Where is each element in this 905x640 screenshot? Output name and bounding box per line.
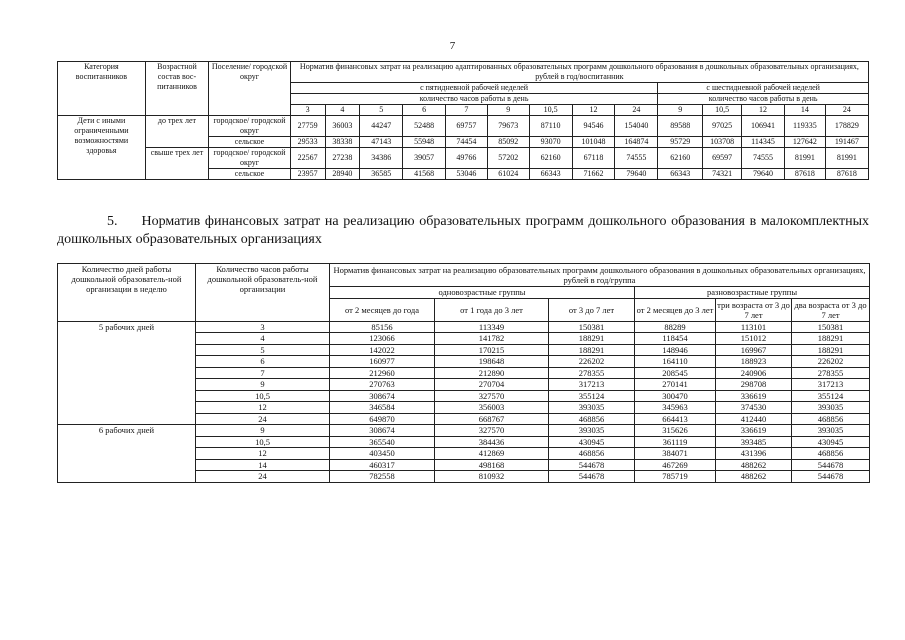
header-norm-title: Норматив финансовых затрат на реализацию образовательных программ дошкольного образования в дошкольных образовательных организациях, рублей в год/группа [330, 264, 870, 287]
value-cell: 34386 [360, 148, 403, 169]
value-cell: 188291 [792, 333, 870, 345]
hours-cell: 9 [196, 379, 330, 391]
value-cell: 431396 [716, 448, 792, 460]
header-category: Категория воспитанников [58, 62, 146, 116]
value-cell: 55948 [403, 137, 446, 148]
value-cell: 71662 [572, 169, 615, 180]
value-cell: 103708 [703, 137, 742, 148]
value-cell: 113349 [435, 321, 549, 333]
value-cell: 62160 [658, 148, 703, 169]
header-hour-5: 9 [487, 105, 529, 116]
value-cell: 127642 [784, 137, 825, 148]
value-cell: 87618 [825, 169, 868, 180]
section-title: Норматив финансовых затрат на реализацию образовательных программ дошкольного образования в малокомплектных дошкольных образовательных организациях [57, 214, 869, 247]
value-cell: 67118 [572, 148, 615, 169]
value-cell: 94546 [572, 116, 615, 137]
value-cell: 87618 [784, 169, 825, 180]
value-cell: 498168 [435, 459, 549, 471]
value-cell: 114345 [742, 137, 785, 148]
value-cell: 374530 [716, 402, 792, 414]
value-cell: 460317 [330, 459, 435, 471]
settlement-type: городское/ городской округ [209, 148, 291, 169]
header-col-1: от 1 года до 3 лет [435, 298, 549, 321]
value-cell: 544678 [792, 471, 870, 483]
value-cell: 361119 [635, 436, 716, 448]
table-row [58, 321, 870, 333]
value-cell: 87110 [529, 116, 572, 137]
value-cell: 355124 [792, 390, 870, 402]
hours-cell: 3 [196, 321, 330, 333]
header-hour-0: 3 [290, 105, 325, 116]
value-cell: 170215 [435, 344, 549, 356]
value-cell: 101048 [572, 137, 615, 148]
value-cell: 69597 [703, 148, 742, 169]
value-cell: 412440 [716, 413, 792, 425]
value-cell: 79673 [487, 116, 529, 137]
header-hour-4: 7 [446, 105, 488, 116]
value-cell: 393485 [716, 436, 792, 448]
value-cell: 412869 [435, 448, 549, 460]
value-cell: 74321 [703, 169, 742, 180]
hours-cell: 7 [196, 367, 330, 379]
value-cell: 468856 [549, 448, 635, 460]
value-cell: 356003 [435, 402, 549, 414]
value-cell: 346584 [330, 402, 435, 414]
value-cell: 164874 [615, 137, 658, 148]
value-cell: 188291 [549, 333, 635, 345]
value-cell: 141782 [435, 333, 549, 345]
value-cell: 212890 [435, 367, 549, 379]
table-row [58, 425, 870, 437]
value-cell: 79640 [742, 169, 785, 180]
value-cell: 118454 [635, 333, 716, 345]
header-col-0: от 2 месяцев до года [330, 298, 435, 321]
value-cell: 148946 [635, 344, 716, 356]
page-number: 7 [449, 40, 456, 52]
hours-cell: 24 [196, 413, 330, 425]
value-cell: 53046 [446, 169, 488, 180]
table-row [58, 116, 869, 137]
header-hours: количество часов работы в день [658, 94, 869, 105]
value-cell: 188291 [549, 344, 635, 356]
value-cell: 52488 [403, 116, 446, 137]
hours-cell: 12 [196, 448, 330, 460]
age-group: до трех лет [145, 116, 208, 148]
value-cell: 384071 [635, 448, 716, 460]
hours-cell: 12 [196, 402, 330, 414]
value-cell: 62160 [529, 148, 572, 169]
value-cell: 66343 [529, 169, 572, 180]
header-five-day: с пятидневной рабочей неделей [290, 83, 658, 94]
value-cell: 308674 [330, 390, 435, 402]
settlement-type: сельское [209, 137, 291, 148]
hours-cell: 24 [196, 471, 330, 483]
header-hour-6: 10,5 [529, 105, 572, 116]
value-cell: 355124 [549, 390, 635, 402]
value-cell: 649870 [330, 413, 435, 425]
value-cell: 544678 [792, 459, 870, 471]
value-cell: 113101 [716, 321, 792, 333]
value-cell: 544678 [549, 459, 635, 471]
value-cell: 85092 [487, 137, 529, 148]
header-hour-11: 12 [742, 105, 785, 116]
hours-cell: 9 [196, 425, 330, 437]
header-settlement: Поселение/ городской округ [209, 62, 291, 116]
value-cell: 270704 [435, 379, 549, 391]
days-group: 6 рабочих дней [58, 425, 196, 483]
value-cell: 88289 [635, 321, 716, 333]
value-cell: 317213 [792, 379, 870, 391]
value-cell: 393035 [792, 402, 870, 414]
value-cell: 298708 [716, 379, 792, 391]
value-cell: 151012 [716, 333, 792, 345]
value-cell: 468856 [792, 413, 870, 425]
value-cell: 160977 [330, 356, 435, 368]
value-cell: 365540 [330, 436, 435, 448]
hours-cell: 5 [196, 344, 330, 356]
value-cell: 468856 [792, 448, 870, 460]
value-cell: 61024 [487, 169, 529, 180]
header-hour-7: 12 [572, 105, 615, 116]
table-row [58, 148, 869, 169]
value-cell: 154040 [615, 116, 658, 137]
value-cell: 79640 [615, 169, 658, 180]
value-cell: 488262 [716, 471, 792, 483]
header-hour-13: 24 [825, 105, 868, 116]
adapted-programs-table [57, 61, 869, 180]
value-cell: 430945 [792, 436, 870, 448]
value-cell: 74555 [742, 148, 785, 169]
value-cell: 208545 [635, 367, 716, 379]
value-cell: 97025 [703, 116, 742, 137]
header-col-3: от 2 месяцев до 3 лет [635, 298, 716, 321]
value-cell: 85156 [330, 321, 435, 333]
value-cell: 488262 [716, 459, 792, 471]
value-cell: 23957 [290, 169, 325, 180]
value-cell: 49766 [446, 148, 488, 169]
value-cell: 430945 [549, 436, 635, 448]
value-cell: 123066 [330, 333, 435, 345]
value-cell: 785719 [635, 471, 716, 483]
value-cell: 44247 [360, 116, 403, 137]
value-cell: 782558 [330, 471, 435, 483]
value-cell: 212960 [330, 367, 435, 379]
value-cell: 240906 [716, 367, 792, 379]
value-cell: 47143 [360, 137, 403, 148]
value-cell: 28940 [325, 169, 360, 180]
settlement-type: городское/ городской округ [209, 116, 291, 137]
value-cell: 191467 [825, 137, 868, 148]
category-label: Дети с иными ограниченными возможностями здоровья [58, 116, 146, 180]
header-hour-2: 5 [360, 105, 403, 116]
value-cell: 336619 [716, 390, 792, 402]
value-cell: 468856 [549, 413, 635, 425]
value-cell: 57202 [487, 148, 529, 169]
days-group: 5 рабочих дней [58, 321, 196, 425]
header-six-day: с шестидневной рабочей неделей [658, 83, 869, 94]
value-cell: 164110 [635, 356, 716, 368]
section-5-heading [57, 213, 869, 249]
header-hours: Количество часов работы дошкольной образователь-ной организации [196, 264, 330, 322]
value-cell: 36585 [360, 169, 403, 180]
value-cell: 27759 [290, 116, 325, 137]
value-cell: 393035 [549, 425, 635, 437]
value-cell: 150381 [549, 321, 635, 333]
hours-cell: 6 [196, 356, 330, 368]
value-cell: 327570 [435, 390, 549, 402]
header-age: Возрастной состав вос-питанников [145, 62, 208, 116]
header-col-5: два возраста от 3 до 7 лет [792, 298, 870, 321]
value-cell: 89588 [658, 116, 703, 137]
hours-cell: 10,5 [196, 390, 330, 402]
small-schools-table [57, 263, 870, 483]
value-cell: 169967 [716, 344, 792, 356]
value-cell: 278355 [549, 367, 635, 379]
value-cell: 119335 [784, 116, 825, 137]
value-cell: 150381 [792, 321, 870, 333]
value-cell: 270763 [330, 379, 435, 391]
header-days: Количество дней работы дошкольной образователь-ной организации в неделю [58, 264, 196, 322]
value-cell: 74454 [446, 137, 488, 148]
value-cell: 270141 [635, 379, 716, 391]
value-cell: 393035 [549, 402, 635, 414]
value-cell: 27238 [325, 148, 360, 169]
header-norm-title: Норматив финансовых затрат на реализацию адаптированных образовательных программ дошкольного образования в дошкольных образовательных организациях, рублей в год/воспитанник [290, 62, 868, 83]
header-hour-10: 10,5 [703, 105, 742, 116]
value-cell: 393035 [792, 425, 870, 437]
value-cell: 69757 [446, 116, 488, 137]
value-cell: 178829 [825, 116, 868, 137]
value-cell: 41568 [403, 169, 446, 180]
value-cell: 336619 [716, 425, 792, 437]
value-cell: 39057 [403, 148, 446, 169]
value-cell: 142022 [330, 344, 435, 356]
age-group: свыше трех лет [145, 148, 208, 180]
header-hours: количество часов работы в день [290, 94, 658, 105]
value-cell: 188291 [792, 344, 870, 356]
header-mixed-age: разновозрастные группы [635, 287, 870, 299]
header-hour-1: 4 [325, 105, 360, 116]
value-cell: 66343 [658, 169, 703, 180]
value-cell: 81991 [825, 148, 868, 169]
header-col-4: три возраста от 3 до 7 лет [717, 299, 790, 320]
value-cell: 384436 [435, 436, 549, 448]
value-cell: 93070 [529, 137, 572, 148]
value-cell: 38338 [325, 137, 360, 148]
value-cell: 317213 [549, 379, 635, 391]
header-row [58, 264, 870, 287]
value-cell: 327570 [435, 425, 549, 437]
header-row [58, 62, 869, 83]
header-hour-12: 14 [784, 105, 825, 116]
hours-cell: 10,5 [196, 436, 330, 448]
value-cell: 226202 [549, 356, 635, 368]
value-cell: 188923 [716, 356, 792, 368]
value-cell: 36003 [325, 116, 360, 137]
value-cell: 106941 [742, 116, 785, 137]
value-cell: 345963 [635, 402, 716, 414]
settlement-type: сельское [209, 169, 291, 180]
value-cell: 668767 [435, 413, 549, 425]
header-same-age: одновозрастные группы [330, 287, 635, 299]
value-cell: 198648 [435, 356, 549, 368]
value-cell: 74555 [615, 148, 658, 169]
value-cell: 95729 [658, 137, 703, 148]
value-cell: 22567 [290, 148, 325, 169]
hours-cell: 4 [196, 333, 330, 345]
value-cell: 810932 [435, 471, 549, 483]
hours-cell: 14 [196, 459, 330, 471]
header-col-2: от 3 до 7 лет [549, 298, 635, 321]
value-cell: 664413 [635, 413, 716, 425]
value-cell: 81991 [784, 148, 825, 169]
section-number: 5. [107, 214, 118, 229]
header-hour-9: 9 [658, 105, 703, 116]
value-cell: 403450 [330, 448, 435, 460]
header-hour-8: 24 [615, 105, 658, 116]
value-cell: 226202 [792, 356, 870, 368]
value-cell: 278355 [792, 367, 870, 379]
value-cell: 308674 [330, 425, 435, 437]
header-hour-3: 6 [403, 105, 446, 116]
value-cell: 300470 [635, 390, 716, 402]
value-cell: 544678 [549, 471, 635, 483]
value-cell: 315626 [635, 425, 716, 437]
value-cell: 467269 [635, 459, 716, 471]
value-cell: 29533 [290, 137, 325, 148]
